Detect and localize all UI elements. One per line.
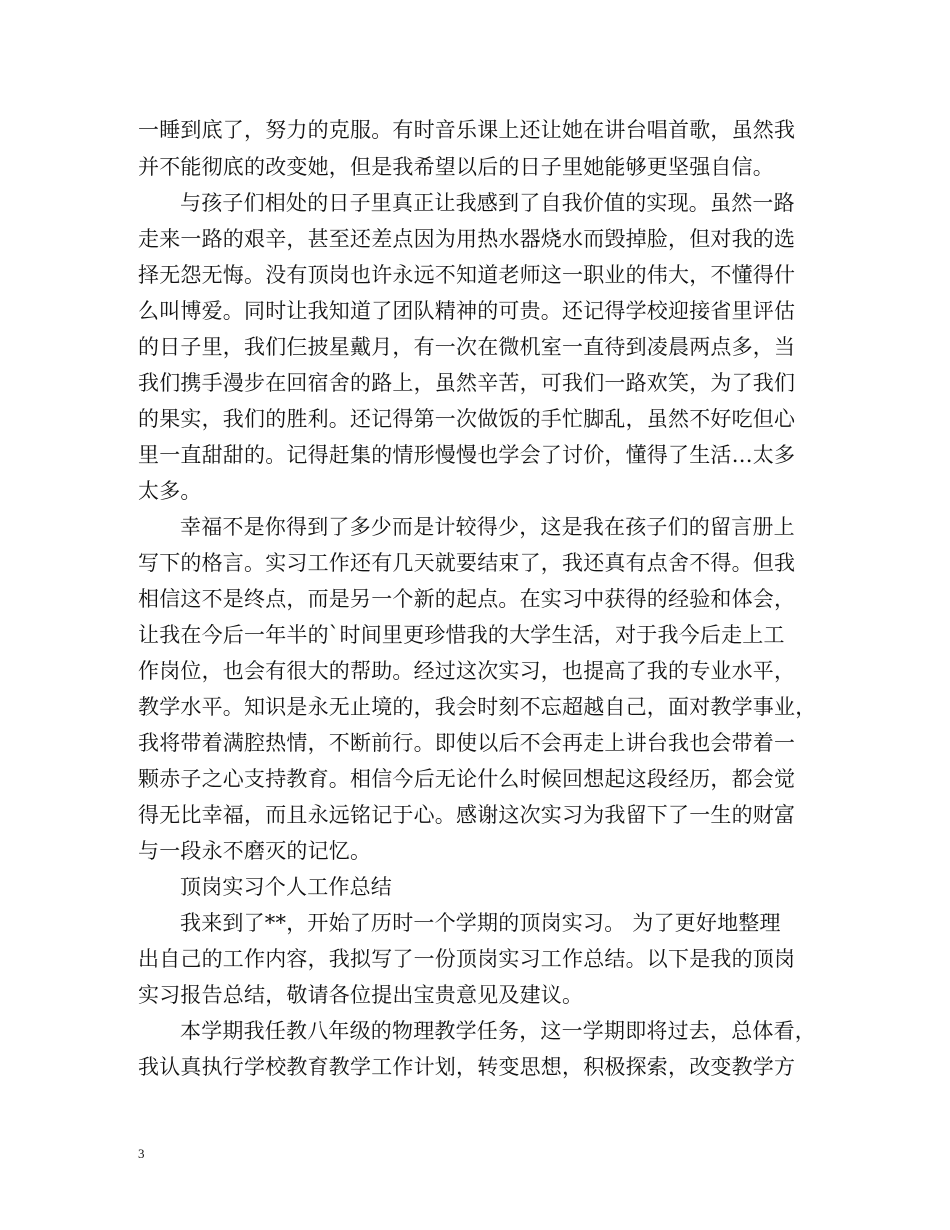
text-line: 的日子里，我们仨披星戴月，有一次在微机室一直待到凌晨两点多，当 [138,335,796,359]
text-line: 的果实，我们的胜利。还记得第一次做饭的手忙脚乱，虽然不好吃但心 [138,407,796,431]
section-heading: 顶岗实习个人工作总结 [180,875,392,899]
text-line: 我们携手漫步在回宿舍的路上，虽然辛苦，可我们一路欢笑，为了我们 [138,371,796,395]
text-line: 并不能彻底的改变她，但是我希望以后的日子里她能够更坚强自信。 [138,155,774,179]
text-line: 太多。 [138,479,202,503]
text-line: 写下的格言。实习工作还有几天就要结束了，我还真有点舍不得。但我 [138,551,796,575]
text-line: 么叫博爱。同时让我知道了团队精神的可贵。还记得学校迎接省里评估 [138,299,796,323]
text-line: 得无比幸福，而且永远铭记于心。感谢这次实习为我留下了一生的财富 [138,803,796,827]
text-line: 里一直甜甜的。记得赶集的情形慢慢也学会了讨价，懂得了生活…太多 [138,443,796,467]
text-line: 让我在今后一年半的`时间里更珍惜我的大学生活，对于我今后走上工 [138,623,785,647]
text-line: 走来一路的艰辛，甚至还差点因为用热水器烧水而毁掉脸，但对我的选 [138,227,796,251]
text-line: 教学水平。知识是永无止境的，我会时刻不忘超越自己，面对教学事业， [138,695,817,719]
text-line: 出自己的工作内容，我拟写了一份顶岗实习工作总结。以下是我的顶岗 [138,947,796,971]
text-line: 我将带着满腔热情，不断前行。即使以后不会再走上讲台我也会带着一 [138,731,796,755]
text-line: 我认真执行学校教育教学工作计划，转变思想，积极探索，改变教学方 [138,1055,796,1079]
text-line: 实习报告总结，敬请各位提出宝贵意见及建议。 [138,983,584,1007]
text-line: 作岗位，也会有很大的帮助。经过这次实习，也提高了我的专业水平， [138,659,796,683]
paragraph-start-line: 本学期我任教八年级的物理教学任务，这一学期即将过去，总体看， [180,1019,816,1043]
paragraph-start-line: 我来到了**，开始了历时一个学期的顶岗实习。 为了更好地整理 [180,911,781,935]
text-line: 相信这不是终点，而是另一个新的起点。在实习中获得的经验和体会， [138,587,796,611]
text-line: 择无怨无悔。没有顶岗也许永远不知道老师这一职业的伟大，不懂得什 [138,263,796,287]
page-number: 3 [138,1146,145,1161]
paragraph-start-line: 幸福不是你得到了多少而是计较得少，这是我在孩子们的留言册上 [180,515,795,539]
paragraph-start-line: 与孩子们相处的日子里真正让我感到了自我价值的实现。虽然一路 [180,191,795,215]
text-line: 颗赤子之心支持教育。相信今后无论什么时候回想起这段经历，都会觉 [138,767,796,791]
text-line: 与一段永不磨灭的记忆。 [138,839,372,863]
text-line: 一睡到底了，努力的克服。有时音乐课上还让她在讲台唱首歌，虽然我 [138,118,796,142]
